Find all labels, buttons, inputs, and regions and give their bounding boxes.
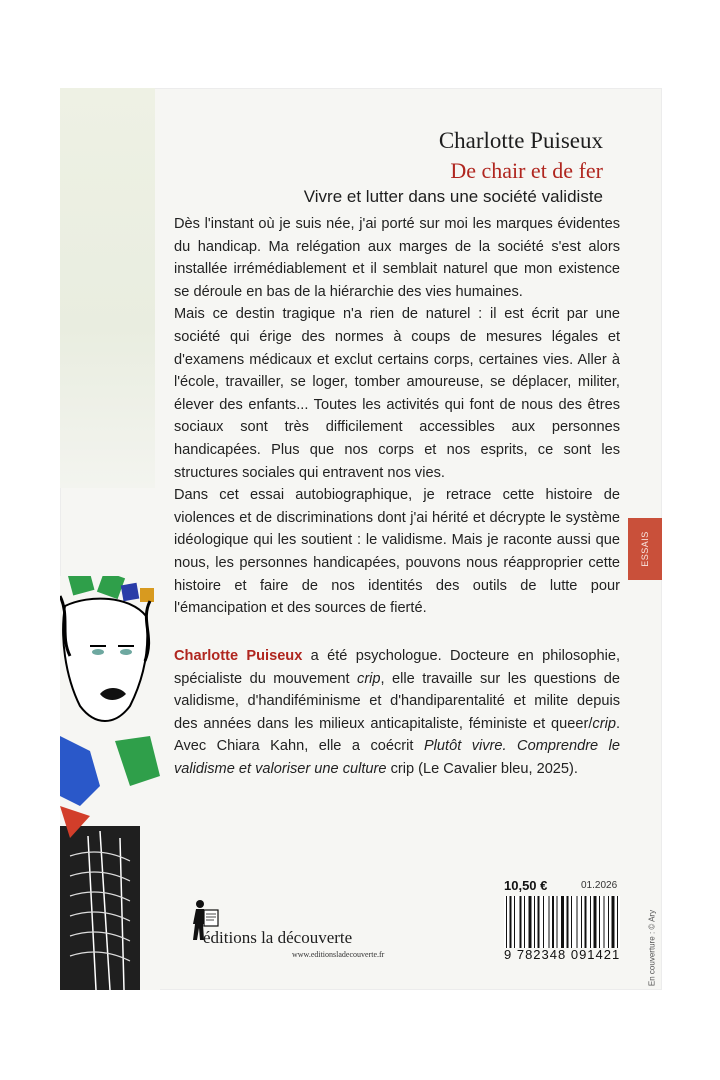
barcode-bar (520, 896, 522, 948)
barcode-bar (608, 896, 609, 948)
barcode-bar (599, 896, 600, 948)
left-color-strip (60, 88, 155, 488)
barcode-bar (590, 896, 591, 948)
barcode-bar (577, 896, 578, 948)
barcode-bar (524, 896, 525, 948)
cover-illustration (60, 576, 160, 990)
barcode-bar (581, 896, 582, 948)
blurb-paragraph: Mais ce destin tragique n'a rien de naturel : il est écrit par une société qui érige des normes à coups de mesures légales et d'examens médicaux et exclut certains corps, certaines vies. Aller à l'école, travailler, se loger, tomber amoureuse, se déplacer, militer, élever des enfants... Toutes les activités qui font de nous des êtres sociaux sont très difficilement accessibles aux personnes handicapées. Plus que nos corps et nos esprits, ce sont les structures sociales qui entravent nos vies. (174, 306, 620, 481)
barcode-bar (585, 896, 587, 948)
barcode-bar (538, 896, 540, 948)
book-back-cover (60, 88, 662, 990)
bio-book-title: Plutôt vivre. Comprendre le validisme et valoriser une culture (174, 738, 620, 777)
date-code: 01.2026 (581, 880, 618, 891)
book-subtitle: Vivre et lutter dans une société validiste (303, 187, 603, 206)
cover-credit (645, 888, 659, 990)
bio-italic: crip (592, 715, 616, 732)
barcode-bar (510, 896, 512, 948)
bio-text: a été psychologue. Docteure en philosophie, spécialiste du mouvement (174, 648, 620, 687)
barcode-bar (557, 896, 558, 948)
book-title: De chair et de fer (450, 158, 603, 183)
barcode-bar (552, 896, 554, 948)
barcode-bar (571, 896, 572, 948)
cover-credit-text: En couverture : © Ary (647, 909, 657, 987)
barcode-bar (604, 896, 605, 948)
essais-tab (628, 518, 662, 580)
barcode-bar (514, 896, 515, 948)
barcode-bar (549, 896, 550, 948)
barcode-bar (506, 896, 507, 948)
publisher-url: www.editionsladecouverte.fr (292, 950, 385, 959)
author-bio (174, 645, 620, 781)
bio-text: , elle travaille sur les questions de validisme, d'handiféminisme et d'handiparentalité et milite depuis des années dans les milieux anticapitaliste, féministe et queer/ (174, 670, 620, 732)
bio-author-name: Charlotte Puiseux (174, 648, 303, 664)
barcode-bar (617, 896, 618, 948)
barcode-bar (543, 896, 544, 948)
barcode-bar (567, 896, 569, 948)
isbn-digits: 9 782348 091421 (504, 947, 621, 962)
essais-label: ESSAIS (640, 531, 650, 567)
barcode-bar (612, 896, 615, 948)
barcode-bar (534, 896, 535, 948)
barcode-bar (594, 896, 597, 948)
publisher-name: éditions la découverte (203, 928, 353, 947)
bio-italic: crip (357, 670, 381, 687)
barcode-bar (561, 896, 564, 948)
isbn-barcode (504, 896, 620, 948)
price: 10,50 € (504, 878, 548, 893)
blurb (174, 213, 620, 620)
barcode-bar (529, 896, 532, 948)
bio-text: crip (Le Cavalier bleu, 2025). (386, 760, 578, 777)
bio-text: . Avec Chiara Kahn, elle a coécrit (174, 715, 620, 755)
blurb-paragraph: Dès l'instant où je suis née, j'ai porté sur moi les marques évidentes du handicap. Ma relégation aux marges de la société s'est alors installée irrémédiablement et il semblait naturel que mon existence se déroule en bas de la hiérarchie des vies humaines. (174, 216, 620, 300)
author-name: Charlotte Puiseux (438, 128, 603, 153)
blurb-paragraph: Dans cet essai autobiographique, je retrace cette histoire de violences et de discriminations dont j'ai hérité et décrypte le système idéologique qui les soutient : le validisme. Mais je raconte aussi que nous, les personnes handicapées, pouvons nous réapproprier cette histoire et faire de nos identités des outils de lutte pour l'émancipation et des sources de fierté. (174, 487, 620, 617)
